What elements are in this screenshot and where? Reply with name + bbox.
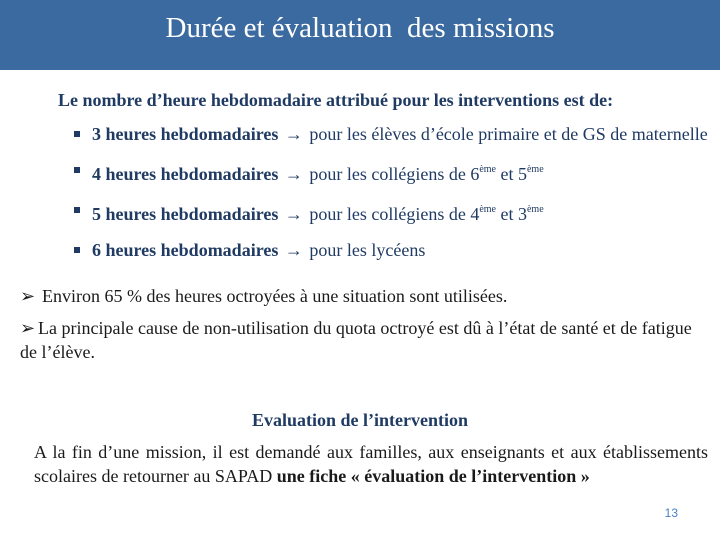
arrow-right-icon: → (284, 204, 303, 224)
hours-label: 4 heures hebdomadaires (92, 164, 279, 184)
arrowhead-bullet-icon: ➢ (20, 286, 36, 306)
hours-label: 6 heures hebdomadaires (92, 240, 279, 260)
usage-point (20, 284, 710, 308)
usage-text: Environ 65 % des heures octroyées à une situation sont utilisées. (42, 286, 508, 306)
square-bullet-icon (74, 207, 80, 213)
hours-label: 5 heures hebdomadaires (92, 204, 279, 224)
arrow-right-icon: → (284, 164, 303, 184)
ordinal-suffix: ème (479, 204, 496, 215)
cause-point (20, 316, 710, 364)
evaluation-text: A la fin d’une mission, il est demandé aux familles, aux enseignants et aux établissements scolaires de retourner au SAPAD (34, 442, 708, 486)
slide-header (0, 0, 720, 70)
arrow-right-icon: → (284, 240, 303, 260)
hours-list (72, 122, 708, 274)
evaluation-paragraph (34, 440, 708, 488)
square-bullet-icon (74, 131, 80, 137)
ordinal-suffix: ème (526, 164, 544, 175)
arrow-right-icon: → (284, 124, 303, 144)
hours-label: 3 heures hebdomadaires (92, 124, 279, 144)
hours-description: pour les collégiens de 6 (309, 164, 480, 184)
square-bullet-icon (74, 247, 80, 253)
hours-description-cont: et 5 (495, 164, 527, 184)
ordinal-suffix: ème (526, 204, 544, 215)
arrowhead-bullet-icon: ➢ (20, 318, 36, 338)
hours-description: pour les élèves d’école primaire et de GS de maternelle (309, 124, 708, 144)
list-item (72, 198, 708, 226)
ordinal-suffix: ème (479, 164, 496, 175)
hours-description: pour les lycéens (309, 240, 426, 260)
intro-text: Le nombre d’heure hebdomadaire attribué pour les interventions est de: (58, 90, 614, 110)
slide-title: Durée et évaluation des missions (165, 12, 555, 44)
page-number: 13 (664, 506, 678, 520)
hours-description-cont: et 3 (495, 204, 527, 224)
list-item (72, 158, 708, 186)
list-item (72, 238, 708, 262)
evaluation-form-text: une fiche « évaluation de l’intervention » (276, 466, 590, 486)
cause-text: La principale cause de non-utilisation du quota octroyé est dû à l’état de santé et de fatigue de l’élève. (20, 318, 692, 362)
list-item (72, 122, 708, 146)
square-bullet-icon (74, 167, 80, 173)
hours-description: pour les collégiens de 4 (309, 204, 480, 224)
section-title: Evaluation de l’intervention (251, 410, 468, 430)
